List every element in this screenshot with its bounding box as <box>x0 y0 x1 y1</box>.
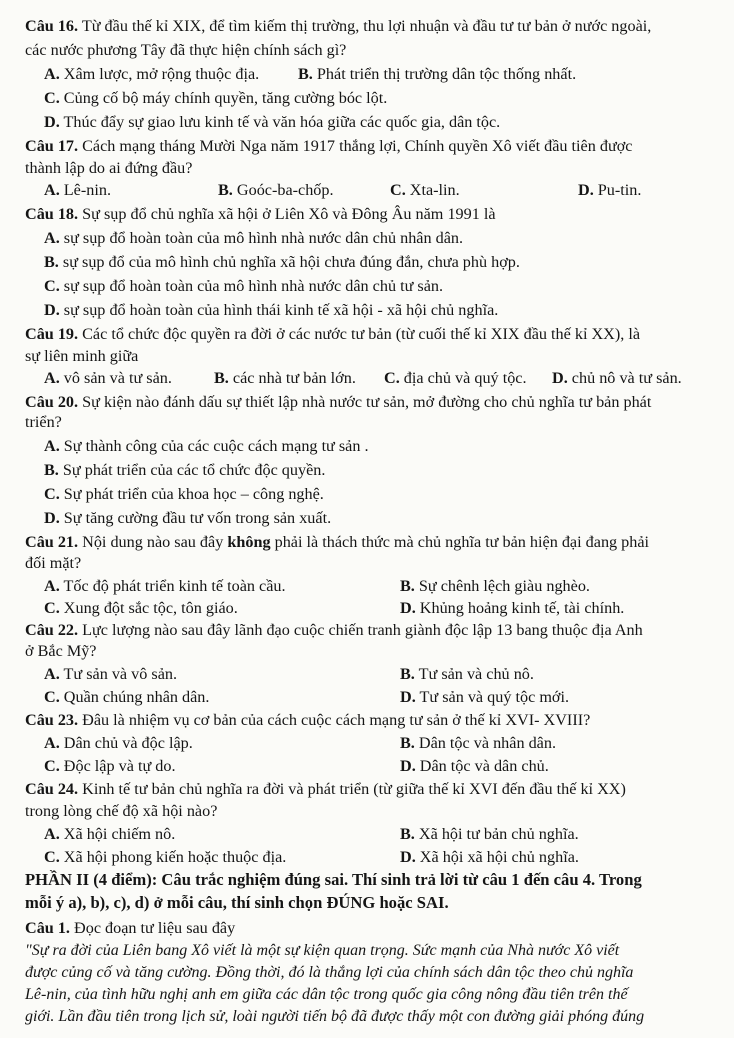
option-text: Xã hội phong kiến hoặc thuộc địa. <box>59 848 287 866</box>
question-text: thành lập do ai đứng đầu? <box>25 159 193 177</box>
source-quote-line: "Sự ra đời của Liên bang Xô viết là một sự kiện quan trọng. Sức mạnh của Nhà nước Xô viết <box>25 942 620 959</box>
question-text: triển? <box>25 413 62 431</box>
option-label: D. <box>400 757 416 775</box>
question-label: Câu 16. <box>25 17 79 35</box>
option-text: Quần chúng nhân dân. <box>59 688 210 706</box>
part-2-question-1-stem <box>25 918 235 938</box>
option-text: Sự tăng cường đầu tư vốn trong sản xuất. <box>59 509 332 527</box>
question-17-stem <box>25 136 632 156</box>
question-text: Sự kiện nào đánh dấu sự thiết lập nhà nước tư sản, mở đường cho chủ nghĩa tư bản phát <box>78 393 652 411</box>
option-label: B. <box>44 253 59 271</box>
question-16-options-ab <box>44 64 577 84</box>
option-c <box>390 180 460 200</box>
option-a <box>44 180 111 200</box>
option-text: sự sụp đổ hoàn toàn của hình thái kinh tế xã hội - xã hội chủ nghĩa. <box>59 301 499 319</box>
part-2-heading: PHẦN II (4 điểm): Câu trắc nghiệm đúng sai. Thí sinh trả lời từ câu 1 đến câu 4. Trong <box>25 870 642 889</box>
question-16-option-c <box>44 88 387 108</box>
option-text: vô sản và tư sản. <box>59 369 172 387</box>
question-label: Câu 17. <box>25 137 79 155</box>
option-d <box>400 756 549 776</box>
option-a <box>44 824 175 844</box>
question-22-stem-cont <box>25 641 97 661</box>
option-label: A. <box>44 734 60 752</box>
option-text: các nhà tư bản lớn. <box>228 369 356 387</box>
option-label: C. <box>44 485 60 503</box>
question-text: Từ đầu thế kỉ XIX, để tìm kiếm thị trường, thu lợi nhuận và đầu tư tư bản ở nước ngoài, <box>78 17 652 35</box>
option-label: C. <box>44 688 60 706</box>
option-text: Xung đột sắc tộc, tôn giáo. <box>59 599 238 617</box>
question-18-stem <box>25 204 496 224</box>
option-label: D. <box>400 688 416 706</box>
option-text: Khủng hoảng kinh tế, tài chính. <box>415 599 625 617</box>
question-text: đối mặt? <box>25 554 82 572</box>
option-text: Xâm lược, mở rộng thuộc địa. <box>59 65 260 83</box>
question-label: Câu 20. <box>25 393 79 411</box>
option-label: A. <box>44 369 60 387</box>
option-d <box>578 180 641 200</box>
option-a <box>44 368 172 388</box>
option-d <box>400 687 569 707</box>
option-text: Dân chủ và độc lập. <box>59 734 193 752</box>
option-text: Sự chênh lệch giàu nghèo. <box>414 577 590 595</box>
option-text: Thúc đẩy sự giao lưu kinh tế và văn hóa giữa các quốc gia, dân tộc. <box>59 113 501 131</box>
question-text: Cách mạng tháng Mười Nga năm 1917 thắng lợi, Chính quyền Xô viết đầu tiên được <box>78 137 633 155</box>
option-label: B. <box>400 734 415 752</box>
question-text: Đọc đoạn tư liệu sau đây <box>69 919 236 937</box>
option-text: chủ nô và tư sản. <box>567 369 682 387</box>
option-c <box>384 368 527 388</box>
option-label: C. <box>384 369 400 387</box>
emphasis-text: không <box>227 533 271 551</box>
option-a <box>44 733 193 753</box>
question-text: Các tổ chức độc quyền ra đời ở các nước tư bản (từ cuối thế kỉ XIX đầu thế kỉ XX), là <box>78 325 641 343</box>
option-label: D. <box>400 848 416 866</box>
question-text: phải là thách thức mà chủ nghĩa tư bản hiện đại đang phải <box>270 533 650 551</box>
question-20-option-d <box>44 508 331 528</box>
option-label: D. <box>44 113 60 131</box>
option-c <box>44 687 209 707</box>
option-label: B. <box>400 577 415 595</box>
question-text: sự liên minh giữa <box>25 347 139 365</box>
option-text: Tư sản và quý tộc mới. <box>415 688 570 706</box>
option-label: B. <box>400 825 415 843</box>
option-text: Sự phát triển của khoa học – công nghệ. <box>59 485 324 503</box>
question-label: Câu 22. <box>25 621 79 639</box>
option-c <box>44 847 286 867</box>
question-22-stem <box>25 620 643 640</box>
question-16-option-d <box>44 112 500 132</box>
option-label: A. <box>44 437 60 455</box>
option-b <box>298 64 576 84</box>
question-16-stem-cont <box>25 40 346 60</box>
option-label: B. <box>214 369 229 387</box>
option-text: Dân tộc và nhân dân. <box>414 734 557 752</box>
question-21-stem-cont <box>25 553 81 573</box>
question-18-option-c <box>44 276 443 296</box>
question-20-option-c <box>44 484 324 504</box>
option-label: A. <box>44 181 60 199</box>
question-18-option-b <box>44 252 520 272</box>
source-quote-line: được củng cố và tăng cường. Đồng thời, đó là thắng lợi của chính sách dân tộc theo chủ nghĩa <box>25 964 634 981</box>
option-text: sự sụp đổ hoàn toàn của mô hình nhà nước dân chủ nhân dân. <box>59 229 464 247</box>
question-text: ở Bắc Mỹ? <box>25 642 97 660</box>
option-text: Dân tộc và dân chủ. <box>415 757 549 775</box>
question-18-option-d <box>44 300 498 320</box>
option-label: C. <box>390 181 406 199</box>
option-text: Xta-lin. <box>405 181 460 199</box>
question-text: Nội dung nào sau đây <box>78 533 228 551</box>
question-label: Câu 18. <box>25 205 79 223</box>
option-text: Tư sản và chủ nô. <box>414 665 534 683</box>
question-label: Câu 19. <box>25 325 79 343</box>
option-label: A. <box>44 577 60 595</box>
option-label: C. <box>44 89 60 107</box>
option-text: sự sụp đổ của mô hình chủ nghĩa xã hội chưa đúng đắn, chưa phù hợp. <box>58 253 520 271</box>
question-20-option-a <box>44 436 369 456</box>
option-c <box>44 756 176 776</box>
option-a <box>44 664 177 684</box>
question-24-stem <box>25 779 626 799</box>
option-text: Củng cố bộ máy chính quyền, tăng cường bóc lột. <box>59 89 388 107</box>
question-text: Lực lượng nào sau đây lãnh đạo cuộc chiến tranh giành độc lập 13 bang thuộc địa Anh <box>78 621 643 639</box>
question-label: Câu 21. <box>25 533 79 551</box>
option-label: C. <box>44 599 60 617</box>
option-label: A. <box>44 825 60 843</box>
question-20-stem-cont <box>25 412 62 432</box>
question-19-stem <box>25 324 640 344</box>
question-label: Câu 24. <box>25 780 79 798</box>
option-text: Phát triển thị trường dân tộc thống nhất. <box>312 65 577 83</box>
question-18-option-a <box>44 228 463 248</box>
option-label: B. <box>218 181 233 199</box>
option-b <box>400 576 590 596</box>
option-label: C. <box>44 277 60 295</box>
question-text: các nước phương Tây đã thực hiện chính sách gì? <box>25 41 347 59</box>
question-text: Kinh tế tư bản chủ nghĩa ra đời và phát triển (từ giữa thế kỉ XVI đến đầu thế kỉ XX) <box>78 780 626 798</box>
option-label: D. <box>44 301 60 319</box>
question-20-option-b <box>44 460 325 480</box>
option-text: Goóc-ba-chốp. <box>232 181 334 199</box>
part-2-heading-cont: mỗi ý a), b), c), d) ở mỗi câu, thí sinh chọn ĐÚNG hoặc SAI. <box>25 893 449 912</box>
option-b <box>218 180 334 200</box>
question-label: Câu 23. <box>25 711 79 729</box>
question-17-stem-cont <box>25 158 192 178</box>
option-text: Xã hội xã hội chủ nghĩa. <box>415 848 579 866</box>
option-text: Độc lập và tự do. <box>59 757 176 775</box>
option-label: D. <box>400 599 416 617</box>
option-label: B. <box>44 461 59 479</box>
question-label: Câu 1. <box>25 919 70 937</box>
question-21-stem <box>25 532 649 552</box>
option-d <box>552 368 682 388</box>
option-text: Xã hội tư bản chủ nghĩa. <box>414 825 579 843</box>
question-23-stem <box>25 710 590 730</box>
option-label: A. <box>44 65 60 83</box>
option-b <box>400 733 556 753</box>
option-b <box>214 368 356 388</box>
option-b <box>400 664 534 684</box>
source-quote-line: giới. Lần đầu tiên trong lịch sử, loài người tiến bộ đã được thấy một con đường giải phóng đúng <box>25 1008 645 1025</box>
option-text: địa chủ và quý tộc. <box>399 369 527 387</box>
option-text: Tốc độ phát triển kinh tế toàn cầu. <box>59 577 286 595</box>
option-text: sự sụp đổ hoàn toàn của mô hình nhà nước dân chủ tư sản. <box>59 277 444 295</box>
option-text: Pu-tin. <box>593 181 642 199</box>
source-quote-line: Lê-nin, của tình hữu nghị anh em giữa các dân tộc trong quốc gia công nông đầu tiên trên thế <box>25 986 628 1003</box>
option-text: Sự thành công của các cuộc cách mạng tư sản . <box>59 437 369 455</box>
option-label: C. <box>44 757 60 775</box>
option-text: Xã hội chiếm nô. <box>59 825 176 843</box>
option-d <box>400 847 579 867</box>
option-c <box>44 598 238 618</box>
question-text: Đâu là nhiệm vụ cơ bản của cách cuộc cách mạng tư sản ở thế kỉ XVI- XVIII? <box>78 711 591 729</box>
option-label: A. <box>44 665 60 683</box>
option-text: Sự phát triển của các tổ chức độc quyền. <box>58 461 326 479</box>
option-label: B. <box>298 65 313 83</box>
option-label: B. <box>400 665 415 683</box>
question-19-stem-cont <box>25 346 138 366</box>
question-text: Sự sụp đổ chủ nghĩa xã hội ở Liên Xô và Đông Âu năm 1991 là <box>78 205 496 223</box>
option-label: D. <box>44 509 60 527</box>
question-text: trong lòng chế độ xã hội nào? <box>25 802 218 820</box>
option-text: Tư sản và vô sản. <box>59 665 178 683</box>
option-label: D. <box>552 369 568 387</box>
option-label: D. <box>578 181 594 199</box>
option-label: A. <box>44 229 60 247</box>
option-label: C. <box>44 848 60 866</box>
option-a <box>44 576 286 596</box>
option-text: Lê-nin. <box>59 181 111 199</box>
question-16-stem <box>25 16 651 36</box>
option-d <box>400 598 624 618</box>
question-24-stem-cont <box>25 801 217 821</box>
option-b <box>400 824 579 844</box>
question-20-stem <box>25 392 651 412</box>
